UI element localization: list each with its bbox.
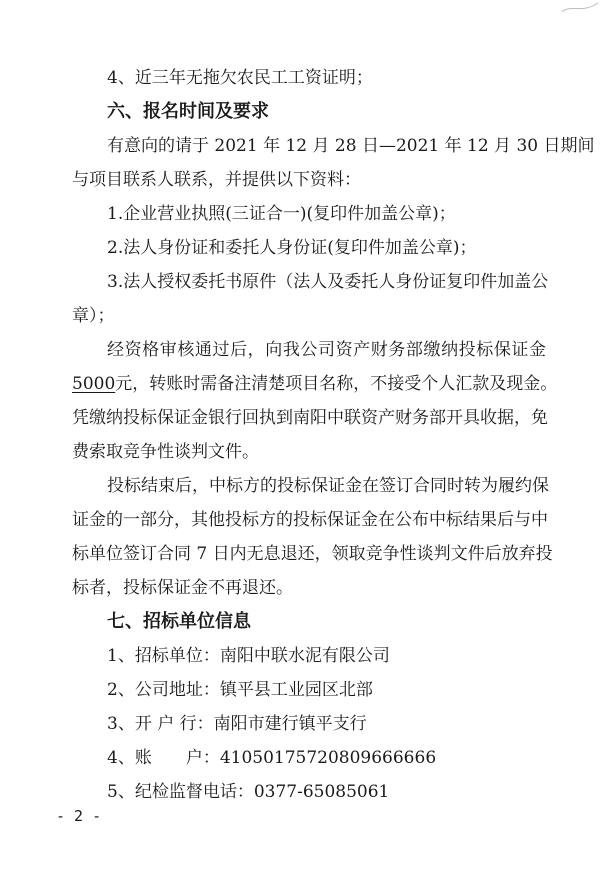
section-7-heading: 七、招标单位信息 (107, 611, 251, 632)
deposit-paragraph-line-3: 凭缴纳投标保证金银行回执到南阳中联资产财务部开具收据，免 (72, 408, 548, 428)
requirement-item-2: 2.法人身份证和委托人身份证(复印件加盖公章)； (107, 238, 477, 258)
deposit-amount: 5000 (72, 374, 116, 394)
bidder-info-item-5: 5、纪检监督电话：0377-65085061 (107, 782, 390, 802)
bidder-info-item-3: 3、开 户 行：南阳市建行镇平支行 (107, 714, 367, 734)
requirement-item-1: 1.企业营业执照(三证合一)(复印件加盖公章)； (107, 204, 456, 224)
prior-item-4: 4、近三年无拖欠农民工工资证明； (107, 68, 373, 88)
requirement-item-3: 3.法人授权委托书原件（法人及委托人身份证复印件加盖公 (107, 272, 549, 292)
section-6-intro-line-1: 有意向的请于 2021 年 12 月 28 日—2021 年 12 月 30 日期间 (107, 136, 595, 156)
refund-paragraph-line-4: 标者，投标保证金不再退还。 (72, 578, 293, 598)
bidder-info-item-4: 4、账 户：41050175720809666666 (107, 748, 437, 768)
refund-paragraph-line-2: 证金的一部分，其他投标方的投标保证金在公布中标结果后与中 (72, 510, 548, 530)
deposit-paragraph-line-2 (72, 373, 557, 395)
bidder-info-item-2: 2、公司地址：镇平县工业园区北部 (107, 680, 373, 700)
scan-mark-icon (560, 0, 600, 16)
deposit-line-2-text: 元，转账时需备注清楚项目名称，不接受个人汇款及现金。 (115, 374, 558, 394)
bidder-info-item-1: 1、招标单位：南阳中联水泥有限公司 (107, 646, 390, 666)
section-6-heading: 六、报名时间及要求 (107, 101, 269, 122)
page-number: - 2 - (56, 807, 102, 825)
section-6-intro-line-2: 与项目联系人联系，并提供以下资料： (72, 170, 361, 190)
deposit-paragraph-line-4: 费索取竞争性谈判文件。 (72, 442, 259, 462)
requirement-item-3-cont: 章）； (72, 306, 115, 326)
refund-paragraph-line-1: 投标结束后，中标方的投标保证金在签订合同时转为履约保 (107, 476, 549, 496)
deposit-paragraph-line-1: 经资格审核通过后，向我公司资产财务部缴纳投标保证金 (107, 340, 546, 360)
refund-paragraph-line-3: 标单位签订合同 7 日内无息退还，领取竞争性谈判文件后放弃投 (72, 544, 553, 564)
